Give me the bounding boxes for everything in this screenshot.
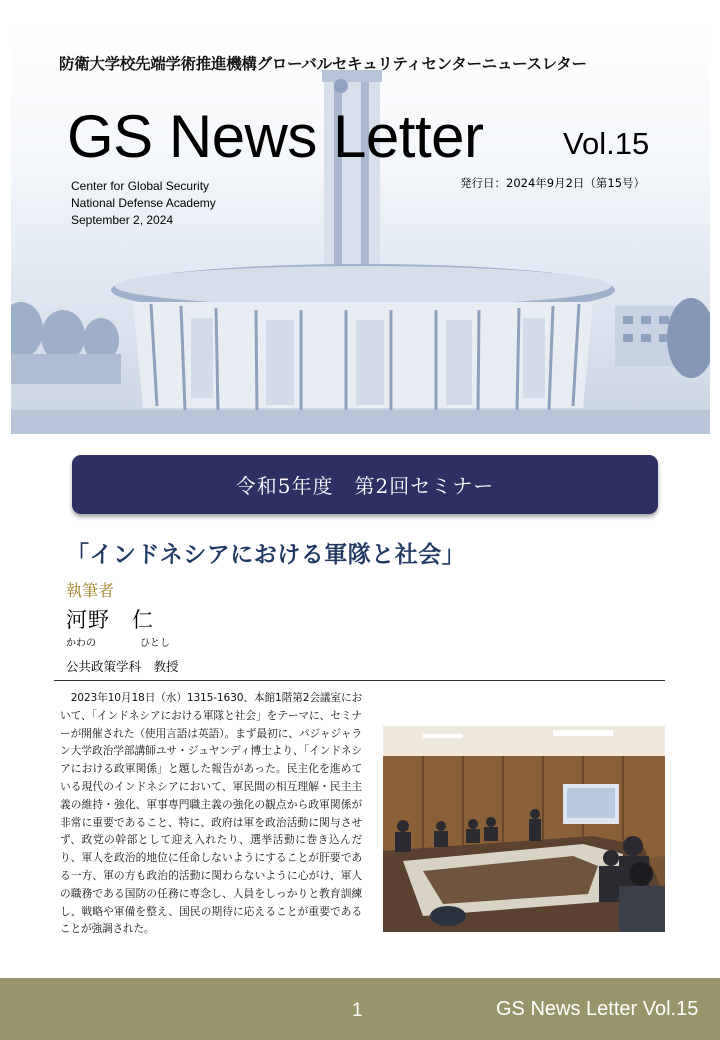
en-date: September 2, 2024 bbox=[71, 213, 174, 227]
author-label: 執筆者 bbox=[66, 581, 115, 600]
page-number: 1 bbox=[352, 1000, 363, 1021]
footer-title: GS News Letter Vol.15 bbox=[496, 998, 699, 1020]
author-name: 河野 仁 bbox=[66, 608, 154, 632]
org-line: 防衛大学校先端学術推進機構グローバルセキュリティセンターニュースレター bbox=[59, 55, 587, 73]
seminar-photo bbox=[383, 726, 665, 932]
issue-date: 発行日：2024年9月2日（第15号） bbox=[460, 176, 646, 190]
cover-image bbox=[11, 18, 710, 434]
seminar-banner bbox=[72, 455, 658, 514]
author-affiliation: 公共政策学科 教授 bbox=[66, 659, 179, 674]
article-title: 「インドネシアにおける軍隊と社会」 bbox=[66, 542, 466, 568]
article-body: 2023年10月18日（水）1315-1630、本館1階第2会議室において、「インドネシアにおける軍隊と社会」をテーマに、セミナーが開催された（使用言語は英語）。まず最初に、パジャジャラン大学政治学部講師ユサ・ジュヤンディ博士より、「インドネシアにおける政軍関係」と題した報告があった。民主化を進めている現代のインドネシアにおいて、軍民間の相互理解・民主主義の維持・強化、軍事専門職主義の強化の観点から政軍関係が非常に重要であること、特に、政府は軍を政治活動に関与させず、政党の幹部として迎え入れたり、選挙活動に巻き込んだり、軍人を政治的地位に任命しないようにすることが肝要である一方、軍の方も政治的活動に関わらないように心がけ、軍人の職務である国防の任務に専念し、人員をしっかりと教育訓練し、戦略や軍備を整え、国民の期待に応えることが重要であることが強調された。 bbox=[60, 691, 362, 936]
divider bbox=[54, 680, 665, 681]
seminar-photo-illustration bbox=[383, 726, 665, 932]
newsletter-title: GS News Letter bbox=[67, 103, 484, 170]
seminar-banner-text: 令和5年度 第2回セミナー bbox=[235, 474, 495, 498]
en-center: Center for Global Security bbox=[71, 179, 210, 193]
author-ruby-given: ひとし bbox=[140, 638, 170, 649]
author-ruby-family: かわの bbox=[66, 638, 96, 649]
english-affiliation bbox=[71, 178, 216, 229]
volume-label: Vol.15 bbox=[563, 126, 650, 161]
en-academy: National Defense Academy bbox=[71, 196, 216, 210]
